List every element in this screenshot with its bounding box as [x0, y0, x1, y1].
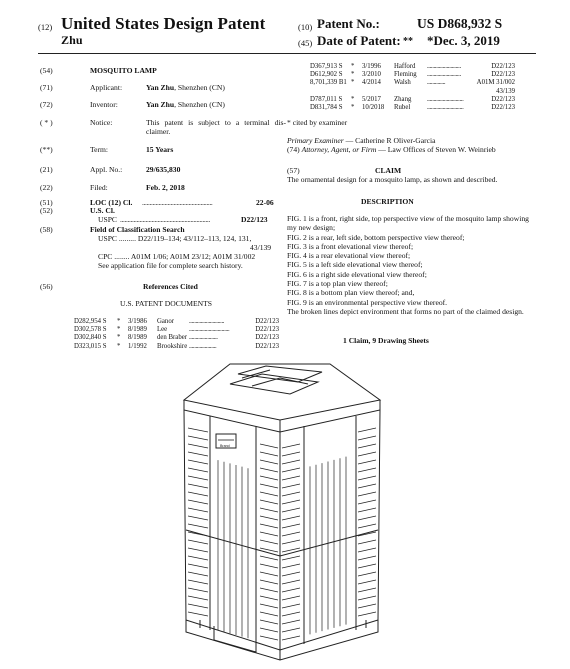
reference-row — [310, 88, 515, 96]
inid-code: (51) — [40, 198, 53, 207]
grille-slat — [282, 580, 300, 584]
grille-slat — [260, 444, 278, 448]
grille-slat — [358, 596, 376, 600]
broken-lines-note: The broken lines depict environment that forms no part of the claimed design. — [287, 306, 524, 316]
grille-slat — [260, 476, 278, 480]
document-type-title: United States Design Patent — [61, 14, 266, 33]
notice-field — [40, 118, 286, 138]
inid-code-45: (45) — [298, 38, 313, 48]
ref-class: D22/123 — [255, 334, 279, 342]
ref-number: 8,701,339 B1 — [310, 79, 347, 87]
ref-number: D831,784 S — [310, 104, 343, 111]
inid-code: (21) — [40, 165, 53, 174]
ref-dots: .......................... — [427, 63, 461, 70]
inid-code-12: (12) — [38, 22, 53, 32]
grille-slat — [358, 508, 376, 512]
grille-slat — [188, 428, 208, 432]
grille-slat — [188, 564, 208, 568]
grille-slat — [282, 628, 300, 632]
grille-slat — [358, 548, 376, 552]
grille-slat — [260, 564, 278, 568]
ref-number: D302,840 S — [74, 334, 107, 342]
grille-slat — [188, 572, 208, 576]
grille-slat — [188, 452, 208, 456]
grille-slat — [260, 508, 278, 512]
grille-slat — [188, 484, 208, 488]
inventor-name: Yan Zhu — [146, 100, 175, 109]
grille-slat — [260, 540, 278, 544]
grille-slat — [282, 564, 300, 568]
fig-list — [287, 214, 535, 316]
grille-slat — [282, 476, 300, 480]
grille-slat — [188, 556, 208, 560]
grille-slat — [358, 612, 376, 616]
grille-slat — [282, 588, 300, 592]
grille-slat — [358, 580, 376, 584]
grille-slat — [188, 596, 208, 600]
fig-1: FIG. 1 is a front, right side, top perspective view of the mosquito lamp showing my new design; — [287, 214, 529, 233]
ref-number: D612,902 S — [310, 71, 343, 79]
ref-name: Hafford — [394, 63, 416, 70]
grille-slat — [188, 492, 208, 496]
loc-value: 22-06 — [256, 198, 274, 207]
ref-dots: .............. — [427, 79, 446, 87]
reference-row — [74, 334, 279, 342]
reference-row — [74, 318, 279, 326]
inventor-location: , Shenzhen (CN) — [174, 100, 225, 109]
grille-slat — [282, 452, 300, 456]
ref-class: 43/139 — [496, 87, 515, 95]
fig-8: FIG. 8 is a bottom plan view thereof; and, — [287, 288, 415, 298]
ref-number: D323,015 S — [74, 342, 107, 350]
grille-slat — [260, 468, 278, 472]
grille-slat — [260, 452, 278, 456]
ref-date: 8/1989 — [128, 326, 147, 334]
grille-slat — [260, 500, 278, 504]
grille-slat — [282, 556, 300, 560]
grille-slat — [282, 516, 300, 520]
ref-name: Zhang — [394, 95, 412, 103]
brand-plate-text: Brand — [220, 444, 230, 448]
inid-code: (72) — [40, 100, 53, 109]
uspc-dots: ............................................................ — [120, 215, 210, 224]
uspc-label: USPC — [98, 215, 117, 224]
ref-name: Walsh — [394, 79, 411, 87]
ref-dots: ............................ — [427, 95, 464, 103]
grille-slat — [282, 444, 300, 448]
cited-by-examiner: * cited by examiner — [287, 118, 348, 127]
ref-date: 8/1989 — [128, 334, 147, 342]
applicant-label: Applicant: — [90, 83, 123, 92]
grille-slat — [188, 508, 208, 512]
ref-name: Lee — [157, 326, 168, 334]
ref-class: D22/123 — [255, 342, 279, 350]
ref-dots: ............................ — [427, 104, 464, 111]
fig-7: FIG. 7 is a top plan view thereof; — [287, 279, 388, 289]
ref-number: D282,954 S — [74, 318, 107, 325]
grille-slat — [358, 460, 376, 464]
grille-slat — [282, 460, 300, 464]
grille-slat — [260, 604, 278, 608]
grille-slat — [358, 540, 376, 544]
fig-4: FIG. 4 is a rear elevational view thereof; — [287, 251, 411, 261]
ref-date: 3/1996 — [362, 63, 381, 70]
grille-slat — [358, 556, 376, 560]
ref-class: D22/123 — [491, 63, 515, 70]
grille-slat — [188, 604, 208, 608]
notice-label: Notice: — [90, 118, 113, 127]
patent-number-label: Patent No.: — [317, 16, 380, 31]
ref-mark: * — [351, 71, 355, 79]
ref-mark: * — [351, 95, 355, 103]
grille-slat — [358, 428, 376, 432]
attorney-code: (74) — [287, 145, 300, 154]
term-label: Term: — [90, 145, 109, 154]
notice-value: This patent is subject to a terminal dis-claimer. — [146, 118, 286, 137]
ref-date: 3/2010 — [362, 71, 381, 79]
attorney-label: Attorney, Agent, or Firm — [301, 145, 377, 154]
inid-code: ( * ) — [40, 118, 53, 127]
ref-class: D22/123 — [255, 326, 279, 334]
date-of-patent: *Dec. 3, 2019 — [427, 33, 500, 48]
ref-class: D22/123 — [491, 71, 515, 79]
grille-slat — [282, 508, 300, 512]
claim-code: (57) — [287, 166, 300, 175]
ref-dots: ............................... — [189, 326, 230, 334]
grille-slat — [260, 460, 278, 464]
grille-slat — [282, 500, 300, 504]
claim-heading: CLAIM — [375, 166, 402, 175]
ref-mark: * — [351, 63, 355, 70]
primary-examiner-name: — Catherine R Oliver-Garcia — [343, 136, 436, 145]
filed-value: Feb. 2, 2018 — [146, 183, 185, 192]
grille-slat — [260, 620, 278, 624]
mosquito-lamp-drawing — [170, 358, 392, 663]
reference-row — [74, 326, 279, 334]
ref-name: Rubel — [394, 104, 411, 111]
grille-slat — [358, 604, 376, 608]
uspc-search-line: USPC ......... D22/119–134; 43/112–113, 124, 131, — [98, 234, 252, 243]
grille-slat — [260, 580, 278, 584]
ref-number: D787,011 S — [310, 95, 343, 103]
ref-name: Ganor — [157, 318, 174, 325]
ref-name: Fleming — [394, 71, 417, 79]
inventor-short-name: Zhu — [61, 33, 83, 47]
grille-slat — [358, 524, 376, 528]
inid-code: (71) — [40, 83, 53, 92]
grille-slat — [282, 484, 300, 488]
grille-slat — [260, 588, 278, 592]
uspc-value: D22/123 — [241, 215, 268, 224]
grille-slat — [260, 628, 278, 632]
grille-slat — [188, 516, 208, 520]
grille-slat — [188, 436, 208, 440]
fig-3: FIG. 3 is a front elevational view thereof; — [287, 241, 414, 251]
grille-slat — [358, 468, 376, 472]
grille-slat — [188, 540, 208, 544]
ref-mark: * — [117, 318, 121, 325]
grille-slat — [282, 620, 300, 624]
cpc-line: CPC ........ A01M 1/06; A01M 23/12; A01M 31/002 — [98, 252, 256, 261]
grille-slat — [188, 612, 208, 616]
loc-dots: ............................................... — [142, 198, 213, 207]
ref-dots: ..................... — [189, 342, 217, 350]
ref-mark: * — [117, 326, 121, 334]
invention-title: MOSQUITO LAMP — [90, 66, 157, 75]
claims-drawing-sheets: 1 Claim, 9 Drawing Sheets — [343, 336, 429, 345]
ref-dots: .......................... — [427, 71, 461, 79]
field-of-search-label: Field of Classification Search — [90, 225, 185, 234]
grille-slat — [260, 524, 278, 528]
ref-name: den Braber — [157, 334, 188, 342]
inid-code: (54) — [40, 66, 53, 75]
ref-mark: * — [351, 104, 355, 111]
reference-row — [310, 104, 515, 112]
inid-code: (52) — [40, 206, 53, 215]
grille-slat — [282, 596, 300, 600]
primary-examiner-label: Primary Examiner — [287, 136, 344, 145]
grille-slat — [358, 564, 376, 568]
applicant-name: Yan Zhu — [146, 83, 175, 92]
grille-slat — [358, 452, 376, 456]
ref-class: D22/123 — [491, 104, 515, 111]
date-of-patent-label: Date of Patent: — [317, 33, 401, 48]
term-value: 15 Years — [146, 145, 174, 154]
grille-slat — [260, 484, 278, 488]
applicant-value — [146, 83, 286, 92]
grille-slat — [260, 556, 278, 560]
grille-slat — [188, 524, 208, 528]
grille-slat — [282, 524, 300, 528]
ref-mark: * — [117, 334, 121, 342]
inid-code: (58) — [40, 225, 53, 234]
ref-dots: ........................... — [189, 318, 225, 325]
grille-slat — [358, 572, 376, 576]
grille-slat — [282, 468, 300, 472]
grille-slat — [358, 588, 376, 592]
uspc-search-line2: 43/139 — [250, 243, 272, 252]
grille-slat — [260, 596, 278, 600]
us-patent-documents-heading: U.S. PATENT DOCUMENTS — [120, 299, 212, 308]
ref-class: D22/123 — [491, 95, 515, 103]
grille-slat — [358, 436, 376, 440]
reference-row — [310, 71, 515, 79]
ref-number: D367,913 S — [310, 63, 343, 70]
grille-slat — [188, 580, 208, 584]
grille-slat — [188, 548, 208, 552]
see-application-line: See application file for complete search history. — [98, 261, 243, 270]
ref-date: 4/2014 — [362, 79, 381, 87]
header-rule — [38, 53, 536, 54]
grille-slat — [188, 588, 208, 592]
grille-slat — [282, 540, 300, 544]
ref-name: Brookshire — [157, 342, 188, 350]
attorney — [287, 145, 537, 154]
inventor-label: Inventor: — [90, 100, 118, 109]
ref-date: 1/1992 — [128, 342, 147, 350]
us-cl-label: U.S. Cl. — [90, 206, 115, 215]
grille-slat — [282, 572, 300, 576]
grille-slat — [260, 492, 278, 496]
inid-code: (56) — [40, 282, 53, 291]
appl-no-value: 29/635,830 — [146, 165, 181, 174]
applicant-location: , Shenzhen (CN) — [174, 83, 225, 92]
reference-row — [310, 96, 515, 104]
fig-5: FIG. 5 is a left side elevational view thereof; — [287, 260, 423, 270]
grille-slat — [188, 444, 208, 448]
grille-slat — [282, 492, 300, 496]
grille-slat — [260, 572, 278, 576]
grille-slat — [282, 612, 300, 616]
fig-6: FIG. 6 is a right side elevational view thereof; — [287, 269, 427, 279]
grille-slat — [260, 612, 278, 616]
grille-slat — [358, 484, 376, 488]
grille-slat — [358, 516, 376, 520]
references-cited-label: References Cited — [143, 282, 198, 291]
grille-slat — [260, 636, 278, 640]
description-heading: DESCRIPTION — [361, 197, 414, 206]
filed-label: Filed: — [90, 183, 108, 192]
ref-class: D22/123 — [255, 318, 279, 325]
grille-slat — [282, 604, 300, 608]
grille-slat — [358, 500, 376, 504]
primary-examiner — [287, 136, 436, 145]
grille-slat — [188, 532, 208, 536]
fig-9: FIG. 9 is an environmental perspective view thereof. — [287, 297, 448, 307]
fig-2: FIG. 2 is a rear, left side, bottom perspective view thereof; — [287, 232, 465, 242]
grille-slat — [260, 516, 278, 520]
attorney-name: — Law Offices of Steven W. Weinrieb — [376, 145, 496, 154]
grille-slat — [282, 532, 300, 536]
grille-slat — [282, 636, 300, 640]
ref-class: A01M 31/002 — [476, 79, 515, 87]
patent-number: US D868,932 S — [417, 16, 503, 31]
inid-code: (22) — [40, 183, 53, 192]
grille-slat — [358, 492, 376, 496]
ref-mark: * — [351, 79, 355, 87]
inid-code: (**) — [40, 145, 53, 154]
ref-mark: * — [117, 342, 121, 350]
inventor-value — [146, 100, 286, 109]
grille-slat — [188, 460, 208, 464]
inid-code-10: (10) — [298, 22, 313, 32]
loc-label: LOC (12) Cl. — [90, 198, 133, 207]
ref-date: 10/2018 — [362, 104, 385, 111]
reference-row — [310, 63, 515, 71]
ref-dots: ...................... — [189, 334, 218, 342]
appl-no-label: Appl. No.: — [90, 165, 123, 174]
ref-date: 5/2017 — [362, 95, 381, 103]
grille-slat — [188, 500, 208, 504]
term-marker: ** — [403, 36, 413, 47]
ref-date: 3/1986 — [128, 318, 147, 325]
grille-slat — [188, 468, 208, 472]
reference-row — [310, 79, 515, 87]
ref-number: D302,578 S — [74, 326, 107, 334]
grille-slat — [358, 476, 376, 480]
grille-slat — [260, 532, 278, 536]
claim-text: The ornamental design for a mosquito lamp, as shown and described. — [287, 175, 498, 184]
grille-slat — [358, 444, 376, 448]
reference-row — [74, 343, 279, 351]
grille-slat — [188, 476, 208, 480]
